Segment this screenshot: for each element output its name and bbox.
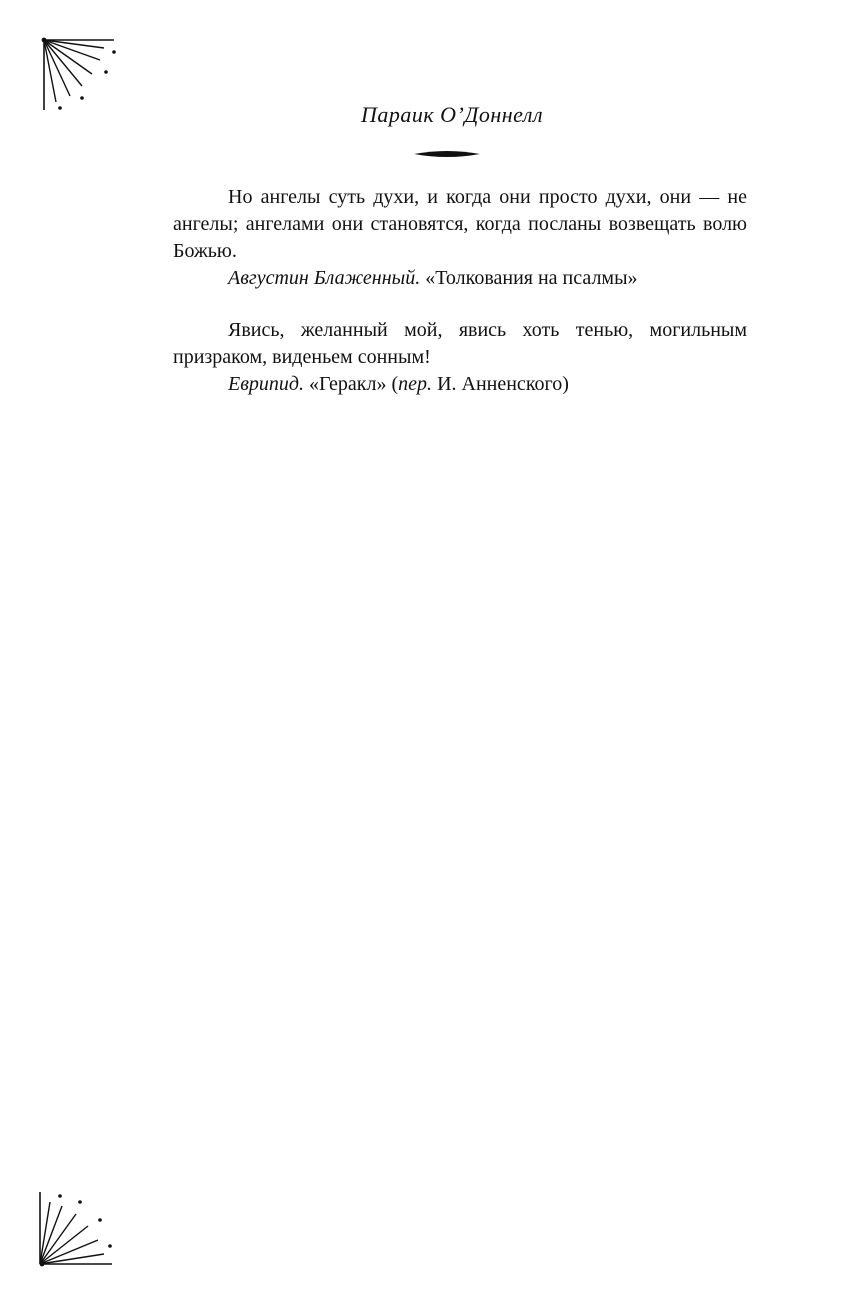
epigraph-attribution xyxy=(173,265,747,292)
divider-ornament-icon xyxy=(414,150,480,158)
epigraphs xyxy=(173,184,747,423)
corner-sunburst-bottom-icon xyxy=(36,1190,116,1270)
epigraph-attribution xyxy=(173,371,747,398)
attribution-author: Еврипид. xyxy=(228,373,305,395)
epigraph-augustine xyxy=(173,184,747,292)
attribution-translator: И. Анненского) xyxy=(432,373,569,395)
attribution-work: «Геракл» ( xyxy=(304,373,399,395)
attribution-work: «Толкования на псалмы» xyxy=(420,267,638,289)
attribution-translator-prefix: пер. xyxy=(398,373,433,395)
header xyxy=(0,102,844,128)
attribution-author: Августин Блаженный. xyxy=(228,267,421,289)
epigraph-quote: Явись, желанный мой, явись хоть тенью, могильным призраком, виденьем сонным! xyxy=(173,319,747,368)
author-name: Параик О’Доннелл xyxy=(360,102,544,127)
epigraph-euripides xyxy=(173,317,747,398)
epigraph-quote: Но ангелы суть духи, и когда они просто духи, они — не ангелы; ангелами они становятся, когда посланы возвещать волю Божью. xyxy=(173,186,747,262)
